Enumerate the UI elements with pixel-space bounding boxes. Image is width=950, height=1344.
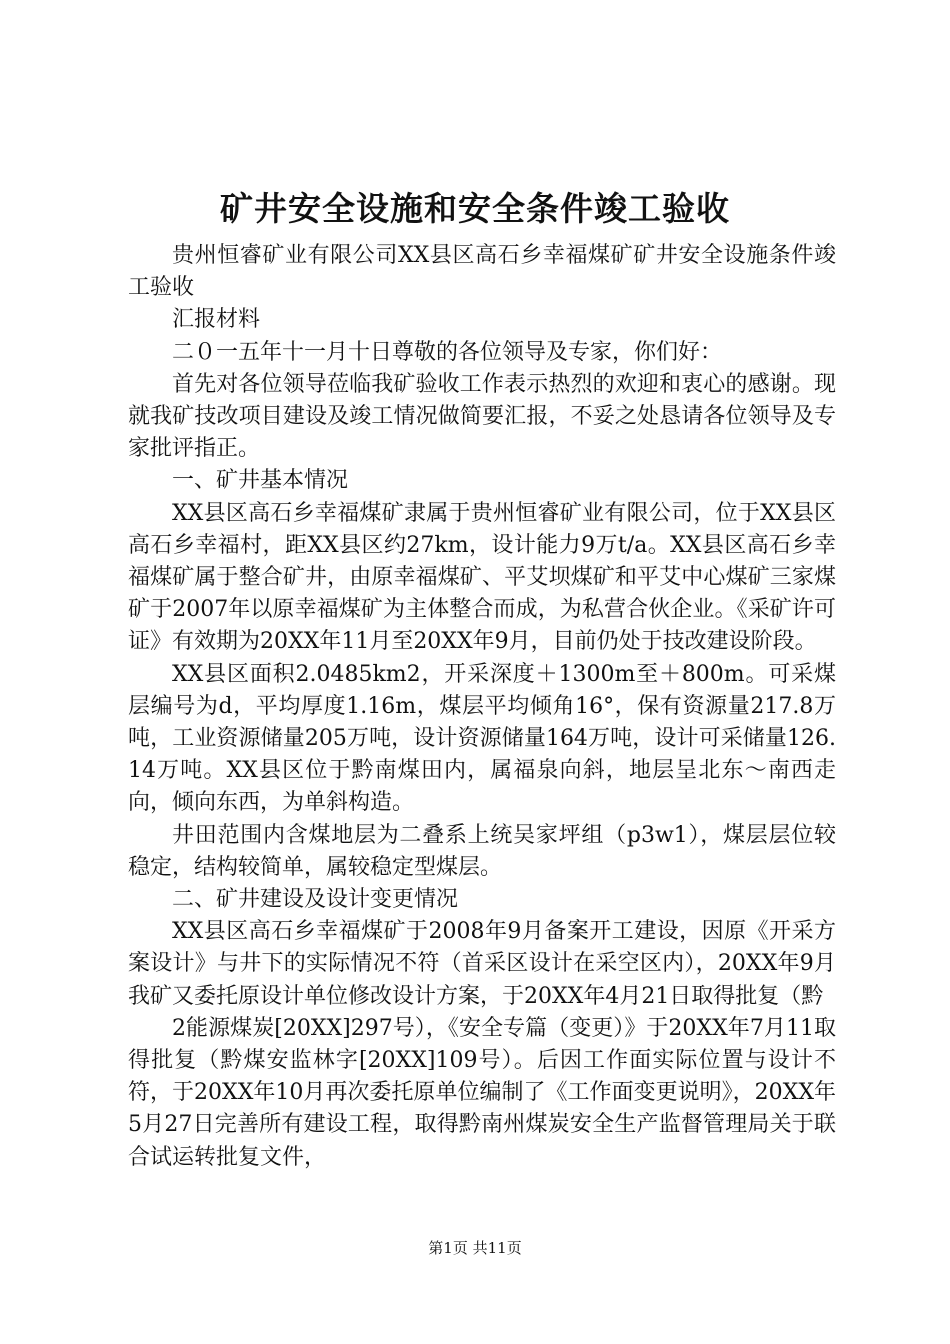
paragraph-coal-seam: 井田范围内含煤地层为二叠系上统吴家坪组（p3w1），煤层层位较稳定，结构较简单，属较稳定型煤层。 xyxy=(128,822,836,880)
section-heading-basic-info: 一、矿井基本情况 xyxy=(172,468,349,494)
document-title: 矿井安全设施和安全条件竣工验收 xyxy=(220,189,730,228)
paragraph-date-greeting: 二０一五年十一月十日尊敬的各位领导及专家，你们好： xyxy=(172,339,723,365)
paragraph-welcome: 首先对各位领导莅临我矿验收工作表示热烈的欢迎和衷心的感谢。现就我矿技改项目建设及竣工情况做简要汇报，不妥之处恳请各位领导及专家批评指正。 xyxy=(128,371,836,462)
paragraph-mine-area: XX县区面积2.0485km2，开采深度＋1300m至＋800m。可采煤层编号为d，平均厚度1.16m，煤层平均倾角16°，保有资源量217.8万吨，工业资源储量205万吨，设计资源储量164万吨，设计可采储量126.14万吨。XX县区位于黔南煤田内，属福泉向斜，地层呈北东～南西走向，倾向东西，为单斜构造。 xyxy=(128,661,836,816)
document-body xyxy=(128,240,836,1174)
paragraph-company-heading: 贵州恒睿矿业有限公司XX县区高石乡幸福煤矿矿井安全设施条件竣工验收 xyxy=(128,243,836,301)
section-heading-construction: 二、矿井建设及设计变更情况 xyxy=(172,887,459,913)
page-footer: 第1页 共11页 xyxy=(428,1239,522,1257)
paragraph-construction-history: XX县区高石乡幸福煤矿于2008年9月备案开工建设，因原《开采方案设计》与井下的实际情况不符（首采区设计在采空区内），20XX年9月我矿又委托原设计单位修改设计方案，于20XX年4月21日取得批复（黔 xyxy=(128,919,836,1009)
paragraph-approval-history: 2能源煤炭[20XX]297号），《安全专篇（变更）》于20XX年7月11取得批复（黔煤安监林字[20XX]109号）。后因工作面实际位置与设计不符，于20XX年10月再次委托原单位编制了《工作面变更说明》，20XX年5月27日完善所有建设工程，取得黔南州煤炭安全生产监督管理局关于联合试运转批复文件， xyxy=(128,1015,836,1170)
paragraph-report-label: 汇报材料 xyxy=(172,307,261,333)
paragraph-mine-overview: XX县区高石乡幸福煤矿隶属于贵州恒睿矿业有限公司，位于XX县区高石乡幸福村，距XX县区约27km，设计能力9万t/a。XX县区高石乡幸福煤矿属于整合矿井，由原幸福煤矿、平艾坝煤矿和平艾中心煤矿三家煤矿于2007年以原幸福煤矿为主体整合而成，为私营合伙企业。《采矿许可证》有效期为20XX年11月至20XX年9月，目前仍处于技改建设阶段。 xyxy=(128,500,836,655)
